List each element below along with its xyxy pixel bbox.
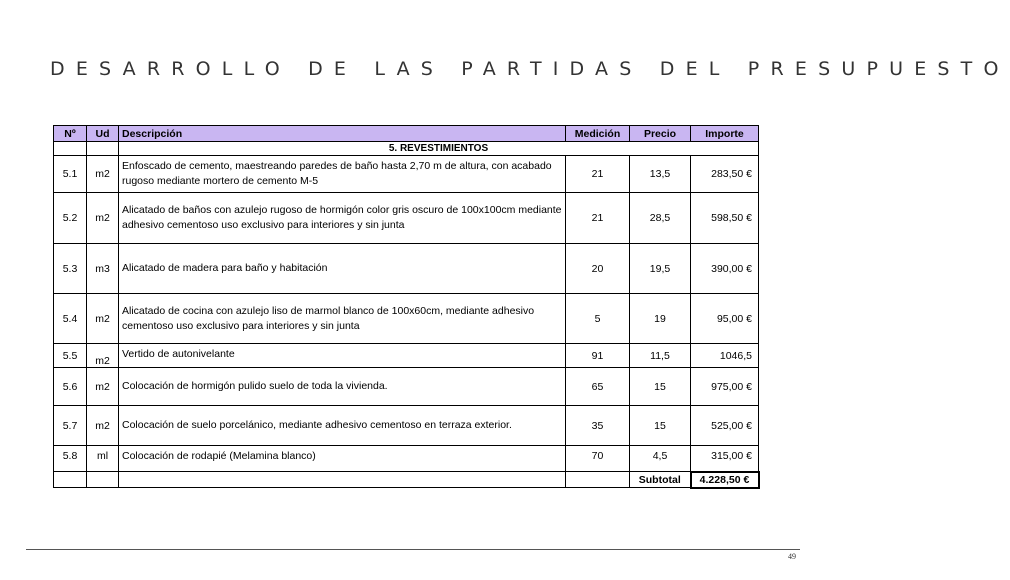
subtotal-row xyxy=(54,472,759,488)
row-num: 5.7 xyxy=(54,406,87,446)
row-price: 13,5 xyxy=(630,156,691,193)
row-unit: m2 xyxy=(87,368,119,406)
subtotal-cell-empty xyxy=(566,472,630,488)
row-num: 5.8 xyxy=(54,446,87,472)
row-quantity: 70 xyxy=(566,446,630,472)
row-quantity: 65 xyxy=(566,368,630,406)
row-unit: m3 xyxy=(87,244,119,294)
table-row xyxy=(54,294,759,344)
table-header-row xyxy=(54,126,759,142)
row-num: 5.1 xyxy=(54,156,87,193)
section-title: 5. REVESTIMIENTOS xyxy=(119,142,759,156)
header-unit: Ud xyxy=(87,126,119,142)
row-price: 11,5 xyxy=(630,344,691,368)
row-price: 4,5 xyxy=(630,446,691,472)
row-description: Colocación de rodapié (Melamina blanco) xyxy=(119,446,566,472)
row-price: 15 xyxy=(630,406,691,446)
row-unit: m2 xyxy=(87,294,119,344)
table-row xyxy=(54,156,759,193)
row-unit: m2 xyxy=(87,193,119,244)
header-total: Importe xyxy=(691,126,759,142)
row-num: 5.4 xyxy=(54,294,87,344)
subtotal-cell-empty xyxy=(119,472,566,488)
row-description: Colocación de suelo porcelánico, mediante adhesivo cementoso en terraza exterior. xyxy=(119,406,566,446)
header-description: Descripción xyxy=(119,126,566,142)
budget-table xyxy=(53,125,760,489)
table-row xyxy=(54,244,759,294)
row-description: Enfoscado de cemento, maestreando paredes de baño hasta 2,70 m de altura, con acabado rugoso mediante mortero de cemento M-5 xyxy=(119,156,566,193)
subtotal-cell-empty xyxy=(87,472,119,488)
footer-divider xyxy=(26,549,800,550)
row-price: 19,5 xyxy=(630,244,691,294)
row-total: 390,00 € xyxy=(691,244,759,294)
header-quantity: Medición xyxy=(566,126,630,142)
row-quantity: 91 xyxy=(566,344,630,368)
section-cell-empty xyxy=(87,142,119,156)
row-quantity: 20 xyxy=(566,244,630,294)
row-total: 95,00 € xyxy=(691,294,759,344)
row-price: 15 xyxy=(630,368,691,406)
row-unit: m2 xyxy=(87,156,119,193)
row-total: 315,00 € xyxy=(691,446,759,472)
table-row xyxy=(54,193,759,244)
row-num: 5.2 xyxy=(54,193,87,244)
row-description: Alicatado de madera para baño y habitación xyxy=(119,244,566,294)
row-total: 283,50 € xyxy=(691,156,759,193)
row-num: 5.5 xyxy=(54,344,87,368)
table-row xyxy=(54,368,759,406)
header-num: Nº xyxy=(54,126,87,142)
row-description: Alicatado de baños con azulejo rugoso de hormigón color gris oscuro de 100x100cm mediante adhesivo cementoso uso exclusivo para interiores y sin junta xyxy=(119,193,566,244)
subtotal-value: 4.228,50 € xyxy=(691,472,759,488)
row-quantity: 21 xyxy=(566,156,630,193)
page-number: 49 xyxy=(788,552,796,561)
subtotal-cell-empty xyxy=(54,472,87,488)
row-unit: m2 xyxy=(87,406,119,446)
row-total: 1046,5 xyxy=(691,344,759,368)
section-cell-empty xyxy=(54,142,87,156)
row-price: 28,5 xyxy=(630,193,691,244)
row-quantity: 5 xyxy=(566,294,630,344)
row-quantity: 35 xyxy=(566,406,630,446)
row-description: Alicatado de cocina con azulejo liso de marmol blanco de 100x60cm, mediante adhesivo cementoso uso exclusivo para interiores y sin junta xyxy=(119,294,566,344)
row-total: 598,50 € xyxy=(691,193,759,244)
row-total: 525,00 € xyxy=(691,406,759,446)
table-row xyxy=(54,344,759,368)
table-row xyxy=(54,406,759,446)
row-description: Colocación de hormigón pulido suelo de toda la vivienda. xyxy=(119,368,566,406)
row-num: 5.3 xyxy=(54,244,87,294)
row-num: 5.6 xyxy=(54,368,87,406)
row-price: 19 xyxy=(630,294,691,344)
row-unit: ml xyxy=(87,446,119,472)
header-price: Precio xyxy=(630,126,691,142)
row-description: Vertido de autonivelante xyxy=(119,344,566,368)
page-title: DESARROLLO DE LAS PARTIDAS DEL PRESUPUESTO xyxy=(50,58,1010,80)
row-unit: m2 xyxy=(87,344,119,368)
subtotal-label: Subtotal xyxy=(630,472,691,488)
table-row xyxy=(54,446,759,472)
section-row xyxy=(54,142,759,156)
row-total: 975,00 € xyxy=(691,368,759,406)
row-quantity: 21 xyxy=(566,193,630,244)
